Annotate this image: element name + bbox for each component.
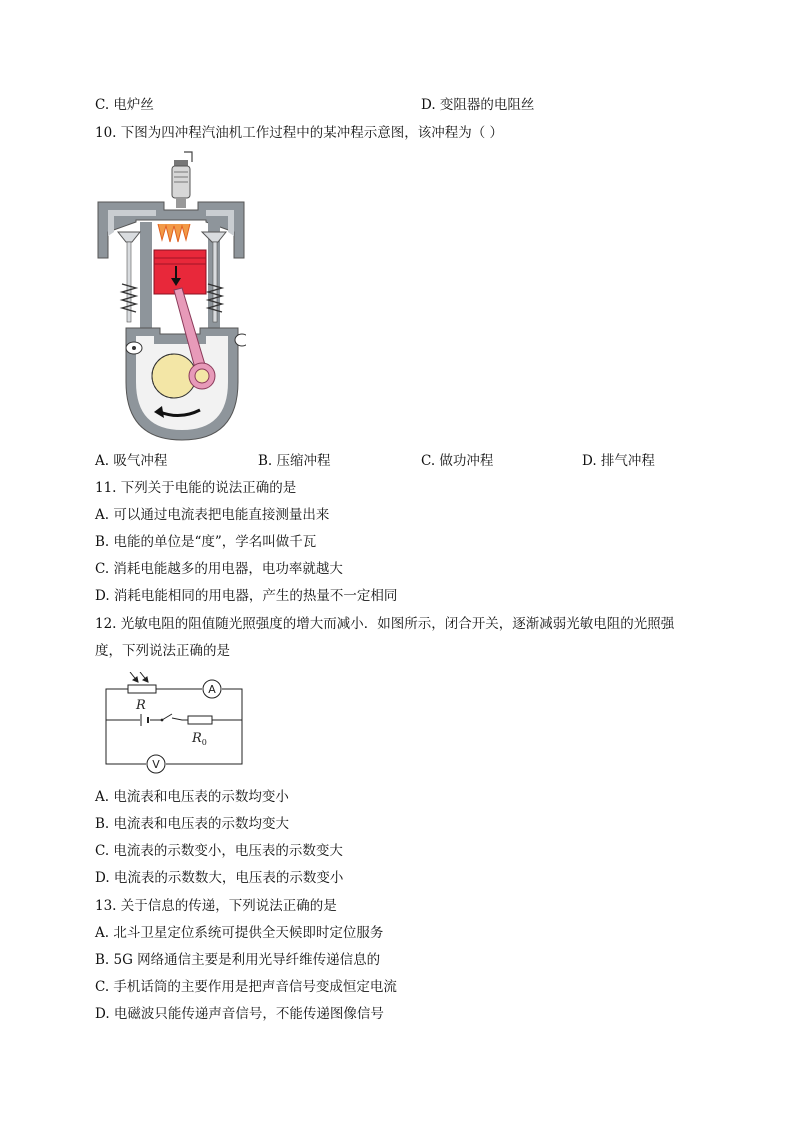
resistor-r0	[188, 716, 212, 724]
q12-stem-line1: 12. 光敏电阻的阻值随光照强度的增大而减小．如图所示，闭合开关，逐渐减弱光敏电阻的光照强	[95, 616, 675, 632]
q9-option-d: D. 变阻器的电阻丝	[421, 97, 535, 113]
q11-option-c: C. 消耗电能越多的用电器，电功率就越大	[95, 561, 343, 577]
spark-flame-icon	[158, 224, 190, 242]
q11-option-d: D. 消耗电能相同的用电器，产生的热量不一定相同	[95, 588, 398, 604]
q13-option-d: D. 电磁波只能传递声音信号，不能传递图像信号	[95, 1006, 384, 1022]
engine-diagram	[96, 150, 246, 442]
ammeter-label: A	[208, 683, 216, 696]
q12-option-d: D. 电流表的示数数大，电压表的示数变小	[95, 870, 344, 886]
circuit-diagram	[104, 672, 244, 778]
q9-option-c: C. 电炉丝	[95, 97, 154, 113]
q13-option-b: B. 5G 网络通信主要是利用光导纤维传递信息的	[95, 952, 381, 968]
q11-option-b: B. 电能的单位是“度”，学名叫做千瓦	[95, 534, 317, 550]
resistor-label-r: R	[136, 698, 146, 713]
resistor-label-r0: $R_0$	[192, 731, 207, 747]
q13-option-c: C. 手机话筒的主要作用是把声音信号变成恒定电流	[95, 979, 397, 995]
q12-stem-line2: 度，下列说法正确的是	[95, 643, 230, 659]
switch-icon	[161, 714, 172, 721]
q12-option-a: A. 电流表和电压表的示数均变小	[95, 789, 289, 805]
q13-stem: 13. 关于信息的传递，下列说法正确的是	[95, 898, 337, 914]
q10-option-a: A. 吸气冲程	[95, 453, 168, 469]
q10-option-d: D. 排气冲程	[582, 453, 655, 469]
q11-stem: 11. 下列关于电能的说法正确的是	[95, 480, 297, 496]
q12-option-c: C. 电流表的示数变小，电压表的示数变大	[95, 843, 343, 859]
voltmeter-label: V	[152, 758, 160, 771]
battery-icon	[141, 714, 148, 726]
photoresistor	[128, 685, 156, 693]
q10-option-c: C. 做功冲程	[421, 453, 494, 469]
q10-stem: 10. 下图为四冲程汽油机工作过程中的某冲程示意图，该冲程为（ ）	[95, 125, 504, 141]
light-arrows-icon	[130, 672, 148, 682]
q13-option-a: A. 北斗卫星定位系统可提供全天候即时定位服务	[95, 925, 384, 941]
q11-option-a: A. 可以通过电流表把电能直接测量出来	[95, 507, 330, 523]
q12-option-b: B. 电流表和电压表的示数均变大	[95, 816, 290, 832]
q10-option-b: B. 压缩冲程	[258, 453, 331, 469]
